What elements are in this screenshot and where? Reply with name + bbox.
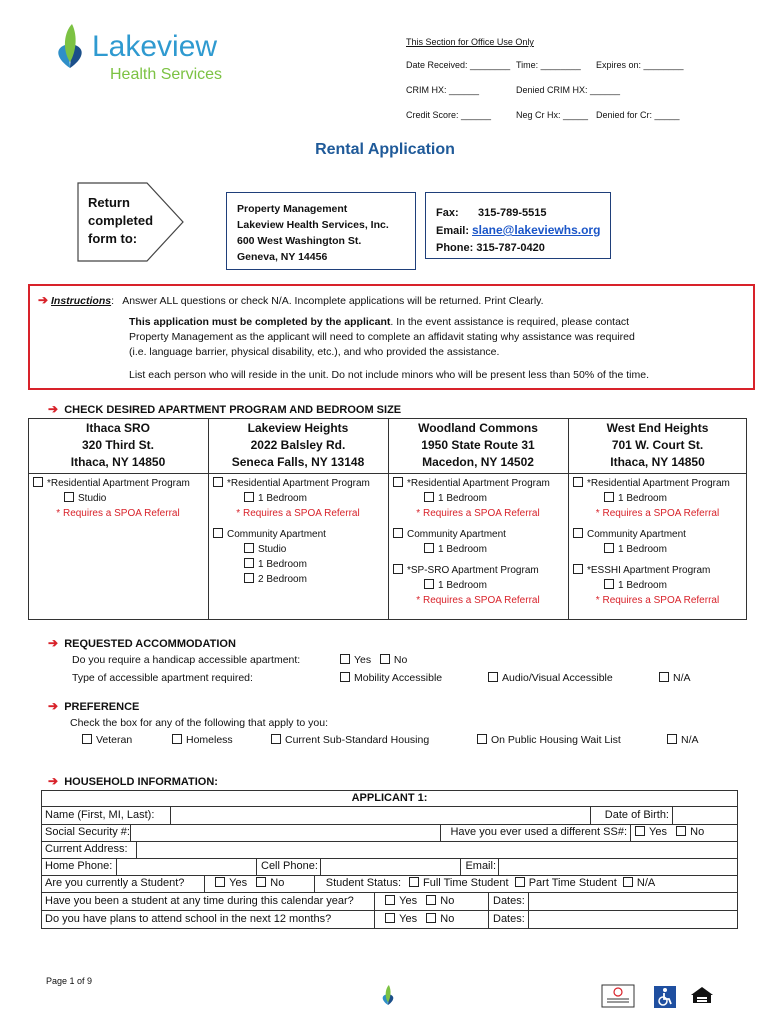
expires-on: Expires on: ________ <box>596 60 684 70</box>
preference-na-checkbox[interactable] <box>667 734 677 744</box>
row-student: Are you currently a Student? Yes No Student Status: Full Time Student Part Time Student N/A <box>41 875 737 893</box>
program-location-header: West End Heights 701 W. Court St. Ithaca, NY 14850 <box>606 421 709 469</box>
status-na-checkbox[interactable] <box>623 877 633 887</box>
arrow-icon: ➔ <box>48 699 59 713</box>
row-ssn: Social Security #: Have you ever used a different SS#: Yes No <box>41 824 737 842</box>
homeless-checkbox[interactable] <box>172 734 182 744</box>
student-year-label: Have you been a student at any time during this calendar year? <box>41 892 375 910</box>
plans-label: Do you have plans to attend school in the next 12 months? <box>41 910 375 928</box>
row-name <box>41 807 737 825</box>
program-checkbox[interactable] <box>393 477 403 487</box>
email-field[interactable] <box>499 858 737 875</box>
crim-hx: CRIM HX: ______ <box>406 85 480 95</box>
handicap-yes-checkbox[interactable] <box>340 654 350 664</box>
page-number: Page 1 of 9 <box>46 976 93 986</box>
office-use-section <box>406 37 706 47</box>
email-link[interactable]: slane@lakeviewhs.org <box>472 223 601 237</box>
program-checkbox[interactable] <box>393 528 403 538</box>
plans-dates-label: Dates: <box>489 910 529 928</box>
diff-ssn-yes-checkbox[interactable] <box>635 826 645 836</box>
substandard-housing-checkbox[interactable] <box>271 734 281 744</box>
student-label: Are you currently a Student? <box>41 875 205 892</box>
plans-yes-checkbox[interactable] <box>385 913 395 923</box>
handicap-no-checkbox[interactable] <box>380 654 390 664</box>
wait-list-checkbox[interactable] <box>477 734 487 744</box>
student-year-dates-label: Dates: <box>489 892 529 910</box>
return-label: Return completed form to: <box>88 195 154 246</box>
logo-name: Lakeview <box>92 30 218 63</box>
audio-visual-checkbox[interactable] <box>488 672 498 682</box>
different-ssn-label: Have you ever used a different SS#: <box>441 824 631 841</box>
cell-phone-field[interactable] <box>321 858 461 875</box>
program-option-group: *Residential Apartment Program 1 Bedroom * Requires a SPOA Referral <box>388 476 568 521</box>
arrow-icon: ➔ <box>38 293 49 307</box>
row-address <box>41 841 737 859</box>
spoa-referral-note: * Requires a SPOA Referral <box>236 508 360 519</box>
denied-crim-hx: Denied CRIM HX: ______ <box>516 85 621 95</box>
program-checkbox[interactable] <box>213 528 223 538</box>
household-heading: ➔ HOUSEHOLD INFORMATION: <box>48 774 218 788</box>
spoa-referral-note: * Requires a SPOA Referral <box>56 508 180 519</box>
bedroom-size-checkbox[interactable] <box>244 492 254 502</box>
program-checkbox[interactable] <box>33 477 43 487</box>
preference-question: Check the box for any of the following that apply to you: <box>70 717 328 729</box>
diff-ssn-no-checkbox[interactable] <box>676 826 686 836</box>
applicant-header: APPLICANT 1: <box>41 790 738 807</box>
preference-heading: ➔ PREFERENCE <box>48 699 140 713</box>
leaf-logo-icon <box>48 22 92 70</box>
date-received: Date Received: ________ <box>406 60 511 70</box>
small-leaf-logo-icon <box>378 984 398 1006</box>
arrow-icon: ➔ <box>48 636 59 650</box>
ssn-field[interactable] <box>131 824 441 841</box>
office-use-title: This Section for Office Use Only <box>406 37 534 47</box>
student-year-no-checkbox[interactable] <box>426 895 436 905</box>
page-title: Rental Application <box>315 141 455 158</box>
bedroom-size-checkbox[interactable] <box>604 543 614 553</box>
dob-label: Date of Birth: <box>591 807 673 824</box>
program-column <box>208 418 389 619</box>
time-received: Time: ________ <box>516 60 581 70</box>
program-checkbox[interactable] <box>393 564 403 574</box>
wheelchair-icon <box>654 986 676 1008</box>
name-field[interactable] <box>171 807 591 824</box>
spoa-referral-note: * Requires a SPOA Referral <box>595 595 720 606</box>
neg-cr-hx: Neg Cr Hx: _____ <box>516 110 589 120</box>
bedroom-size-checkbox[interactable] <box>244 558 254 568</box>
student-yes-checkbox[interactable] <box>215 877 225 887</box>
accessible-type-question: Type of accessible apartment required: <box>72 672 253 684</box>
student-year-yes-checkbox[interactable] <box>385 895 395 905</box>
program-location-header: Woodland Commons 1950 State Route 31 Macedon, NY 14502 <box>418 421 538 469</box>
equal-housing-icon <box>690 986 714 1008</box>
program-option-group: Community Apartment 1 Bedroom <box>388 527 568 557</box>
part-time-checkbox[interactable] <box>515 877 525 887</box>
instructions-label: Instructions <box>50 295 112 307</box>
program-checkbox[interactable] <box>573 477 583 487</box>
spoa-referral-note: * Requires a SPOA Referral <box>595 508 720 519</box>
accessible-na-checkbox[interactable] <box>659 672 669 682</box>
phone-number: 315-787-0420 <box>476 242 545 254</box>
handicap-question: Do you require a handicap accessible apartment: <box>72 654 301 666</box>
plans-no-checkbox[interactable] <box>426 913 436 923</box>
student-year-dates-field[interactable] <box>529 892 737 910</box>
program-option-group: *Residential Apartment Program Studio * Requires a SPOA Referral <box>28 476 208 521</box>
bedroom-size-checkbox[interactable] <box>424 492 434 502</box>
program-option-group: *Residential Apartment Program 1 Bedroom * Requires a SPOA Referral <box>208 476 388 521</box>
instructions-paragraph: This application must be completed by the applicant. In the event assistance is required, please contact Property Management as the applicant will need to complete an affidavit stating why assistance was required (i.e. language barrier, physical disability, etc.), and who provided the assistance. <box>129 316 635 358</box>
instructions-line1: ➔ Instructions: Answer ALL questions or check N/A. Incomplete applications will be returned. Print Clearly. <box>38 293 544 307</box>
arrow-icon: ➔ <box>48 402 59 416</box>
program-option-group: *Residential Apartment Program 1 Bedroom * Requires a SPOA Referral <box>568 476 747 521</box>
program-checkbox[interactable] <box>573 564 583 574</box>
bedroom-size-checkbox[interactable] <box>604 579 614 589</box>
program-checkbox[interactable] <box>573 528 583 538</box>
contact-box: Fax: 315-789-5515 Email: slane@lakeviewhs.org Phone: 315-787-0420 <box>425 192 611 259</box>
row-student-year: Have you been a student at any time during this calendar year? Yes No Dates: <box>41 892 737 911</box>
row-plans: Do you have plans to attend school in the next 12 months? Yes No Dates: <box>41 910 737 928</box>
address-label: Current Address: <box>41 841 137 858</box>
logo <box>48 22 228 92</box>
denied-for-cr: Denied for Cr: _____ <box>596 110 680 120</box>
accommodation-heading: ➔ REQUESTED ACCOMMODATION <box>48 636 236 650</box>
program-option-group: *ESSHI Apartment Program 1 Bedroom * Requires a SPOA Referral <box>568 563 747 608</box>
student-status-label: Student Status: <box>325 877 401 889</box>
name-label: Name (First, MI, Last): <box>41 807 171 824</box>
plans-dates-field[interactable] <box>529 910 737 928</box>
program-column <box>388 418 569 619</box>
student-no-checkbox[interactable] <box>256 877 266 887</box>
spoa-referral-note: * Requires a SPOA Referral <box>416 508 540 519</box>
bedroom-size-checkbox[interactable] <box>424 579 434 589</box>
address-box: Property Management Lakeview Health Services, Inc. 600 West Washington St. Geneva, NY 14456 <box>226 192 416 270</box>
program-column <box>28 418 209 619</box>
full-time-checkbox[interactable] <box>409 877 419 887</box>
program-option-group: Community Apartment Studio 1 Bedroom 2 Bedroom <box>208 527 388 587</box>
logo-subtitle: Health Services <box>110 66 223 83</box>
bedroom-size-checkbox[interactable] <box>64 492 74 502</box>
arrow-icon: ➔ <box>48 774 59 788</box>
seal-icon <box>601 984 635 1008</box>
dob-field[interactable] <box>673 807 737 824</box>
program-location-header: Lakeview Heights 2022 Balsley Rd. Seneca Falls, NY 13148 <box>231 421 365 469</box>
program-heading: ➔ CHECK DESIRED APARTMENT PROGRAM AND BEDROOM SIZE <box>48 402 402 416</box>
address-field[interactable] <box>137 841 737 858</box>
bedroom-size-checkbox[interactable] <box>244 543 254 553</box>
program-location-header: Ithaca SRO 320 Third St. Ithaca, NY 14850 <box>70 421 166 469</box>
bedroom-size-checkbox[interactable] <box>424 543 434 553</box>
program-checkbox[interactable] <box>213 477 223 487</box>
bedroom-size-checkbox[interactable] <box>244 573 254 583</box>
veteran-checkbox[interactable] <box>82 734 92 744</box>
row-phone <box>41 858 737 876</box>
mobility-checkbox[interactable] <box>340 672 350 682</box>
home-phone-label: Home Phone: <box>41 858 117 875</box>
program-option-group: *SP-SRO Apartment Program 1 Bedroom * Requires a SPOA Referral <box>388 563 568 608</box>
instructions-note: List each person who will reside in the unit. Do not include minors who will be present less than 50% of the time. <box>129 369 650 381</box>
email-label: Email: <box>461 858 499 875</box>
credit-score: Credit Score: ______ <box>406 110 492 120</box>
ssn-label: Social Security #: <box>41 824 131 841</box>
spoa-referral-note: * Requires a SPOA Referral <box>416 595 540 606</box>
fax-number: 315-789-5515 <box>478 207 547 219</box>
cell-phone-label: Cell Phone: <box>257 858 321 875</box>
program-column <box>568 418 747 619</box>
home-phone-field[interactable] <box>117 858 257 875</box>
program-option-group: Community Apartment 1 Bedroom <box>568 527 747 557</box>
bedroom-size-checkbox[interactable] <box>604 492 614 502</box>
